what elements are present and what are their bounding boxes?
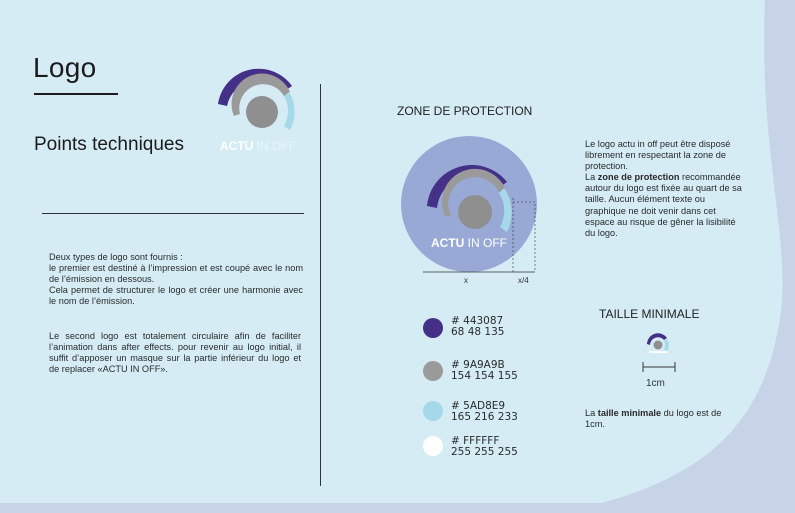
swatch-white-rgb: 255 255 255 [451,446,518,458]
section-divider [42,213,304,214]
logo-core [246,96,278,128]
mini-logo-textband [649,351,667,353]
logo-text-light: IN OFF [253,139,296,153]
svg-text:ACTU IN OFF [431,236,507,250]
dim-label-x4: x/4 [518,276,529,285]
zone-logo-text-light: IN OFF [464,236,507,250]
logo-arc-lightblue [284,92,295,130]
minimum-text-bold: taille minimale [597,408,662,418]
swatch-white-label [451,436,518,458]
minimum-size-description [585,408,735,430]
minimum-size-logo [643,330,673,356]
minimum-text-part1: La [585,408,598,418]
mini-logo-core [654,341,663,350]
logo-print [206,56,306,156]
swatch-gray-label [451,360,518,382]
dim-label-x: x [464,276,468,285]
logo-text-bold: ACTU [220,139,254,153]
page-title: Logo [33,52,97,83]
swatch-purple [423,318,443,338]
swatch-gray-hex: # 9A9A9B [451,359,505,371]
mini-logo-arc-lightblue [664,339,669,351]
title-underline [34,93,118,95]
paragraph-circular-logo: Le second logo est totalement circulaire afin de faciliter l’animation dans after effects. pour revenir au logo initial, il suffit d’apposer un masque sur la partie inférieur du logo et de replacer «ACTU IN OFF». [49,331,301,375]
page-subtitle: Points techniques [34,134,184,155]
zone-description [585,139,745,239]
column-divider [320,84,321,486]
swatch-gray [423,361,443,381]
swatch-purple-label [451,316,504,338]
zone-description-part1: Le logo actu in off peut être disposé librement en respectant la zone de protection. La [585,139,731,183]
swatch-white [423,436,443,456]
swatch-lightblue [423,401,443,421]
minimum-text-part2: du logo est de 1cm. [585,408,722,430]
zone-description-part2: recommandée autour du logo est fixée au quart de sa taille. Aucun élément texte ou graphique ne doit venir dans cet espace au risque de gêner la lisibilité du logo. [585,172,742,238]
one-cm-scale [641,360,677,374]
swatch-purple-hex: # 443087 [451,315,504,327]
zone-description-bold: zone de protection [597,172,680,183]
swatch-purple-rgb: 68 48 135 [451,326,505,338]
swatch-gray-rgb: 154 154 155 [451,370,518,382]
protection-zone-diagram [395,136,555,286]
swatch-lightblue-label [451,401,518,423]
swatch-lightblue-rgb: 165 216 233 [451,411,518,423]
minimum-size-title: TAILLE MINIMALE [599,307,700,321]
swatch-white-hex: # FFFFFF [451,435,500,447]
zone-logo-text-bold: ACTU [431,236,465,250]
paragraph-logo-types: Deux types de logo sont fournis : le premier est destiné à l’impression et est coupé avec le nom de l’émission en dessous. Cela permet de structurer le logo et créer une harmonie avec le nom de l’émission. [49,252,303,307]
zone-logo-core [458,195,492,229]
svg-text:ACTU IN OFF [220,139,296,153]
minimum-size-label: 1cm [646,378,665,389]
swatch-lightblue-hex: # 5AD8E9 [451,400,506,412]
zone-title: ZONE DE PROTECTION [397,104,533,118]
